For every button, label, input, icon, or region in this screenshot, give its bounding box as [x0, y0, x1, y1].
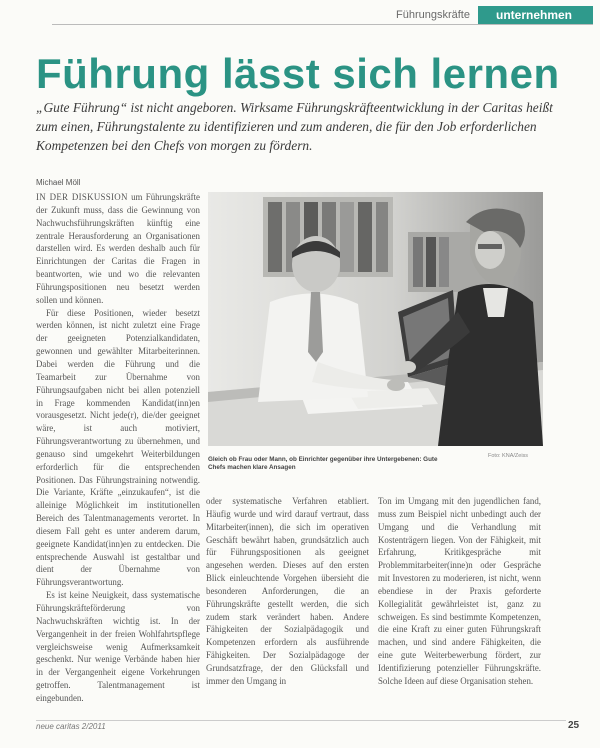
- text-column-1: [36, 191, 200, 715]
- footer-rule: [36, 720, 566, 721]
- office-scene-image: [208, 192, 543, 446]
- paragraph: oder systematische Verfahren etabliert. Häufig wurde und wird darauf vertraut, dass Mitarbeiter(innen), die sich im operativen Geschäft bewährt haben, grundsätzlich auch für Führungspositionen als geeignet angesehen werden. Dieses auf den ersten Blick einleuchtende Vorgehen übersieht die besonderen Anforderungen, die an Führungskräfte gestellt werden, die sich zudem stark verändert haben. Andere Fähigkeiten der Sozialpädagogik und Kompetenzen erfordern als ausführende Fähigkeiten. Der Sozialpädagoge der Grundsatzfrage, der den Glücksfall und immer den Umgang in: [206, 496, 369, 686]
- page-number: 25: [568, 720, 580, 731]
- lead-in: IN DER DISKUSSION: [36, 192, 128, 202]
- photo-caption: Gleich ob Frau oder Mann, ob Einrichter gegenüber ihre Untergebenen: Gute Chefs machen klare Ansagen: [208, 456, 438, 471]
- paragraph-text: um Führungskräfte der Zukunft muss, dass die Gewinnung von Nachwuchsführungskräften künftig eine zentrale Herausforderung an Organisationen darstellen wird. Es werden deshalb auch für Einrichtungen der Caritas die Fragen in beantworten, wie und wo die relevanten Führungspositionen neu besetzt werden sollen und können.: [36, 192, 200, 305]
- section-label: Führungskräfte: [396, 9, 470, 21]
- paragraph: [36, 191, 200, 307]
- paragraph: Es ist keine Neuigkeit, dass systematische Führungskräfteförderung von Nachwuchskräften wichtig ist. In der Vergangenheit in der freien Wohlfahrtspflege vergleichsweise wenig Aufmerksamkeit geschenkt. Nur wenige Verbände haben hier in der Vergangenheit eigene Vorkehrungen getroffen. Talentmanagement ist eingebunden.: [36, 590, 200, 703]
- article-title: Führung lässt sich lernen: [36, 50, 560, 97]
- header-rule: [52, 24, 593, 25]
- text-column-3: [378, 495, 541, 715]
- paragraph: Ton im Umgang mit den jugendlichen fand, muss zum Beispiel nicht unbedingt auch der Umgang und die Verhandlung mit Kostenträgern liegen. Von der Fähigkeit, mit Erfahrung, Kritikgespräche mit Problemmitarbeiter(inne)n oder Gespräche mit Investoren zu moderieren, ist nicht, wenn ebendiese in der Praxis geforderte Kollegialität gewährleistet ist, ganz zu schweigen. Es sind bestimmte Kompetenzen, die eine Kraft zu einer guten Führungskraft machen, und sind andere Fähigkeiten, die eine gute Weiterbewerbung fördert, zur Identifizierung potenzieller Führungskräfte. Solche Ideen auf diese Organisation stehen.: [378, 496, 541, 686]
- photo-credit: Foto: KNA/Zeiss: [488, 453, 529, 459]
- article-photo: [208, 192, 543, 446]
- section-tab: unternehmen: [478, 6, 593, 24]
- author-byline: Michael Möll: [36, 178, 81, 187]
- paragraph: Für diese Positionen, wieder besetzt werden können, ist nicht zuletzt eine Frage der geeigneten Potenzialkandidaten, gewonnen und gewählter Mitarbeiterinnen. Dabei werden die Führung und die Teamarbeit zur Übernahme von Führungsaufgaben nicht bei allen potenziell in Frage kommenden Kandidat(inn)en vorausgesetzt. Nicht jede(r), die/der geeignet wäre, ist auch motiviert, Führungsverantwortung zu übernehmen, und genauso sind umgekehrt Weiterbildungen erforderlich für die entsprechenden Positionen. Das Führungstraining notwendig. Die Variante, Kräfte „einzukaufen“, ist die alleinige Möglichkeit im institutionellen Bereich des Talentmanagements verortet. In diesem Fall geht es unter anderem darum, geeignete Kandidat(inn)en zu entdecken. Die entsprechende Auswahl ist gestaltbar und dient der Übernahme von Führungsverantwortung.: [36, 307, 200, 588]
- article-lead: „Gute Führung“ ist nicht angeboren. Wirksame Führungskräfteentwicklung in der Caritas heißt zum einen, Führungstalente zu identifizieren und zum anderen, die für den Job erforderlichen Kompetenzen bei den Chefs von morgen zu fördern.: [36, 100, 553, 153]
- text-column-2: [206, 495, 369, 715]
- footer-magazine: neue caritas 2/2011: [36, 722, 106, 731]
